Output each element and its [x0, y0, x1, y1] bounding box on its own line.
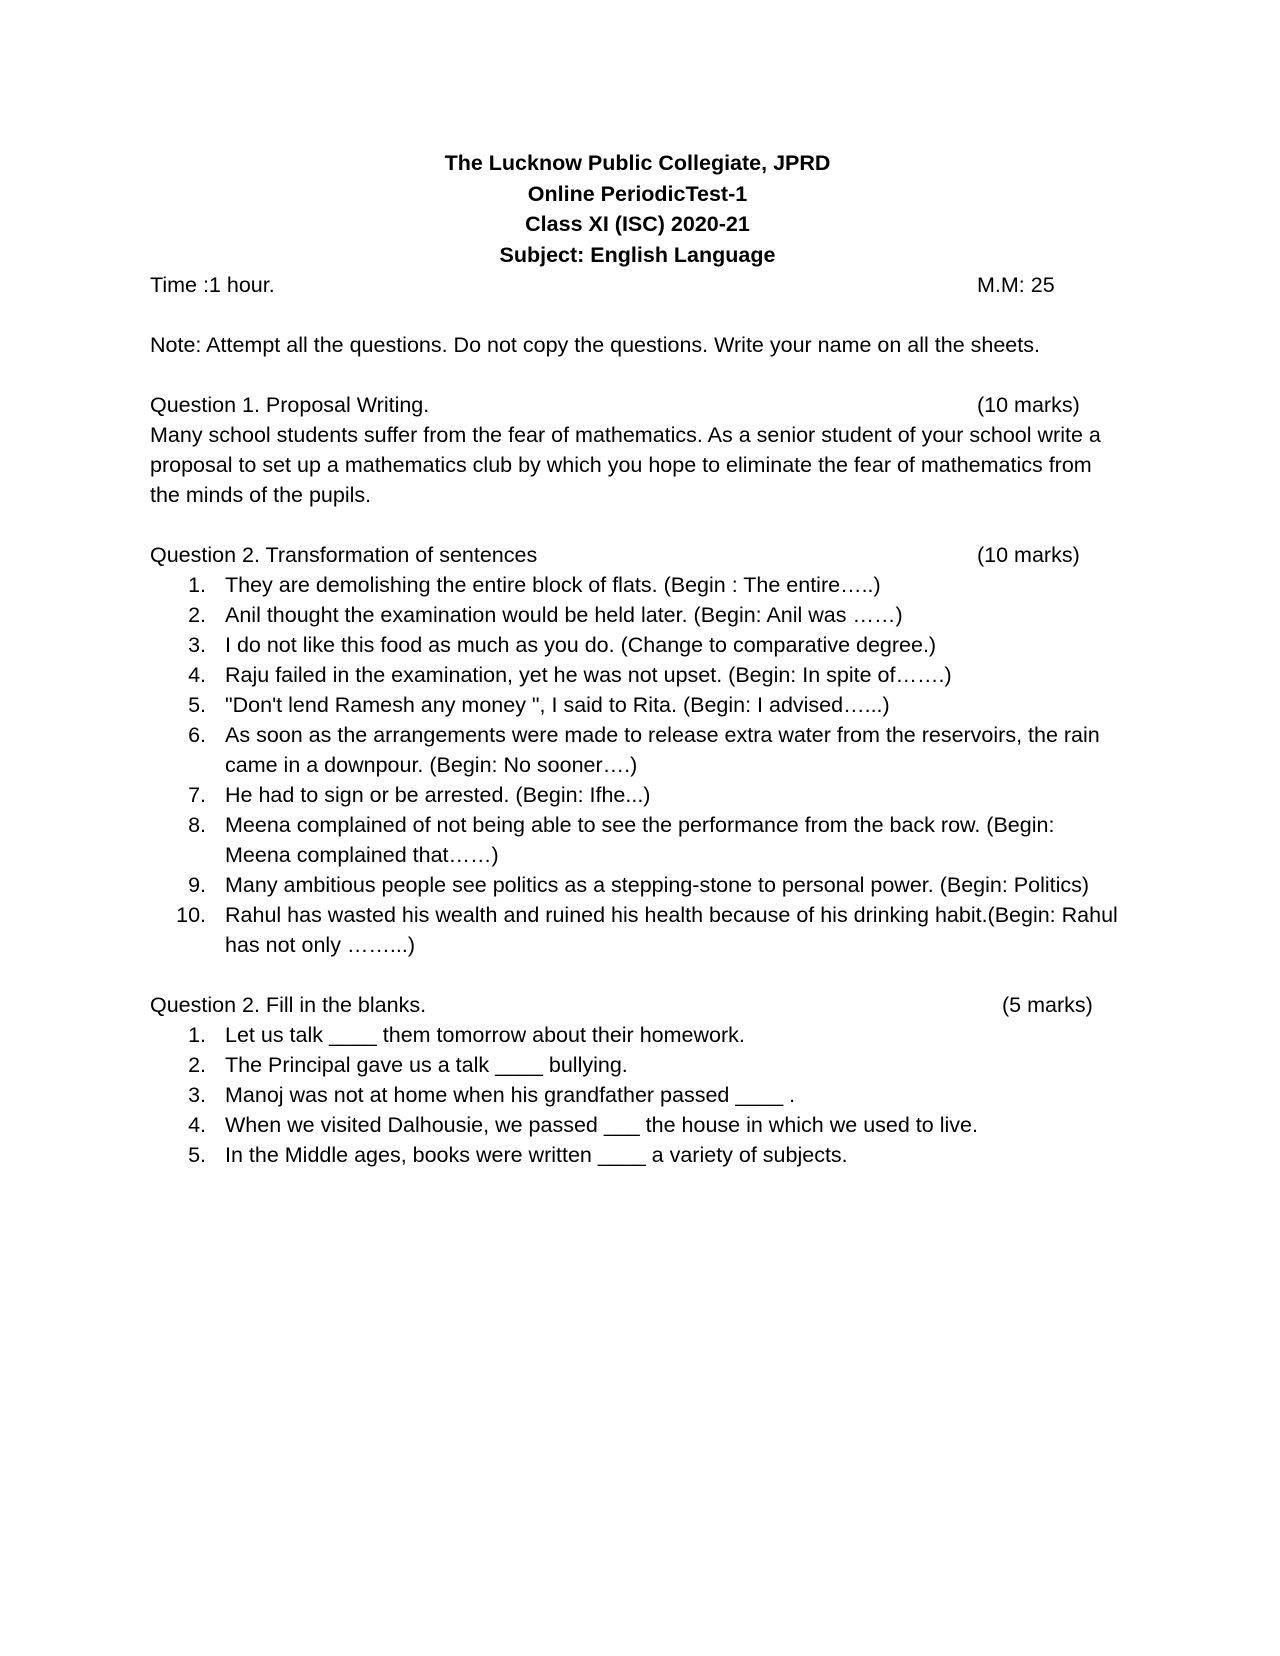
question-1-header — [150, 390, 1150, 420]
subject-name: Subject: English Language — [499, 242, 776, 267]
list-item: 9. Many ambitious people see politics as a stepping-stone to personal power. (Begin: Politics) — [188, 873, 1090, 897]
max-marks-label: M.M: 25 — [977, 273, 1055, 297]
question-3-header — [150, 990, 1150, 1020]
school-name: The Lucknow Public Collegiate, JPRD — [444, 151, 831, 175]
list-item: 2. Anil thought the examination would be held later. (Begin: Anil was ……) — [188, 603, 903, 627]
list-item: 5. In the Middle ages, books were written ____ a variety of subjects. — [188, 1143, 848, 1167]
time-marks-row — [150, 270, 1150, 300]
question-2-title: Question 2. Transformation of sentences — [150, 543, 538, 567]
list-item: 1. They are demolishing the entire block of flats. (Begin : The entire…..) — [188, 573, 881, 597]
list-item: 5. "Don't lend Ramesh any money ", I said to Rita. (Begin: I advised…...) — [188, 693, 890, 717]
question-1-text: Many school students suffer from the fear of mathematics. As a senior student of your school write a proposal to set up a mathematics club by which you hope to eliminate the fear of mathematics from the minds of the pupils. — [150, 423, 1101, 507]
fill-blanks-list — [150, 1020, 1150, 1170]
question-1-title: Question 1. Proposal Writing. — [150, 393, 430, 417]
question-1-marks: (10 marks) — [977, 393, 1080, 417]
list-item: 8. Meena complained of not being able to see the performance from the back row. (Begin: Meena complained that……) — [188, 813, 1055, 867]
list-item: 6. As soon as the arrangements were made to release extra water from the reservoirs, the rain came in a downpour. (Begin: No sooner….) — [188, 723, 1100, 777]
time-label: Time :1 hour. — [150, 273, 275, 297]
exam-paper — [150, 148, 1150, 1170]
paper-header — [150, 148, 1125, 270]
list-item: 4. Raju failed in the examination, yet he was not upset. (Begin: In spite of…….) — [188, 663, 952, 687]
question-3-marks: (5 marks) — [1002, 993, 1093, 1017]
list-item: 3. Manoj was not at home when his grandfather passed ____ . — [188, 1083, 796, 1107]
list-item: 10. Rahul has wasted his wealth and ruined his health because of his drinking habit.(Begin: Rahul has not only ……...) — [176, 903, 1118, 957]
note-text: Note: Attempt all the questions. Do not copy the questions. Write your name on all the sheets. — [150, 333, 1040, 357]
list-item: 7. He had to sign or be arrested. (Begin: Ifhe...) — [188, 783, 651, 807]
transformation-list — [150, 570, 1150, 960]
question-2-marks: (10 marks) — [977, 543, 1080, 567]
list-item: 2. The Principal gave us a talk ____ bullying. — [188, 1053, 628, 1077]
question-3-title: Question 2. Fill in the blanks. — [150, 993, 427, 1017]
question-2-header — [150, 540, 1150, 570]
list-item: 4. When we visited Dalhousie, we passed ___ the house in which we used to live. — [188, 1113, 978, 1137]
list-item: 1. Let us talk ____ them tomorrow about their homework. — [188, 1023, 745, 1047]
class-name: Class XI (ISC) 2020-21 — [525, 212, 750, 236]
list-item: 3. I do not like this food as much as you do. (Change to comparative degree.) — [188, 633, 937, 657]
test-name: Online PeriodicTest-1 — [527, 181, 748, 206]
